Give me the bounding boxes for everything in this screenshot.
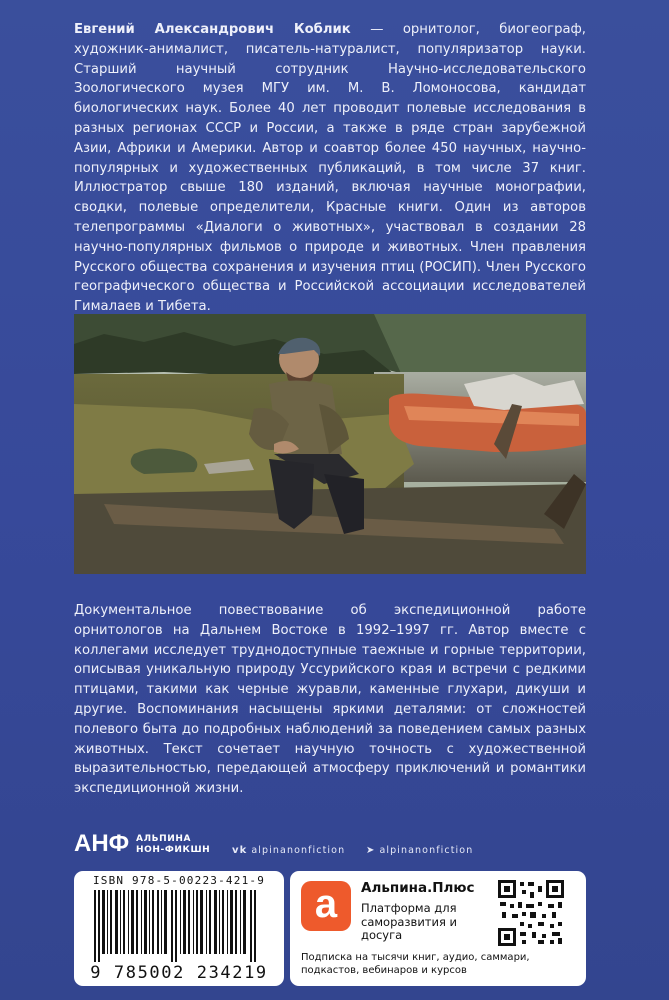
telegram-handle: alpinanonfiction — [379, 845, 474, 856]
isbn-block — [74, 871, 284, 986]
book-description: Документальное повествование об экспедиционной работе орнитологов на Дальнем Востоке в 1992–1997 гг. Автор вместе с коллегами исследует труднодоступные таежные и горные территории, описывая уникальную природу Уссурийского края и встречи с редкими птицами, такими как черные журавли, каменные глухари, дикуши и другие. Воспоминания насыщены яркими деталями: от сложностей полевого быта до подробных наблюдений за поведением самых разных животных. Текст сочетает научную точность с художественной выразительностью, передающей атмосферу приключений и романтики экспедиционной жизни. — [74, 603, 586, 797]
vk-link[interactable] — [232, 845, 345, 856]
promo-subtitle: Платформа для саморазвития и досуга — [361, 901, 458, 942]
promo-footer: Подписка на тысячи книг, аудио, саммари, подкастов, вебинаров и курсов — [301, 952, 530, 976]
barcode — [88, 890, 270, 962]
publisher-name-line2: НОН-ФИКШН — [136, 845, 211, 855]
publisher-bar — [74, 828, 586, 868]
isbn-label: ISBN 978-5-00223-421-9 — [92, 874, 266, 887]
qr-code-icon[interactable] — [498, 880, 564, 946]
publisher-name-line1: АЛЬПИНА — [136, 834, 192, 844]
author-photo — [74, 314, 586, 574]
svg-text:АНФ: АНФ — [74, 830, 130, 854]
vk-handle: alpinanonfiction — [251, 845, 346, 856]
author-bio — [74, 20, 586, 317]
publisher-logo — [74, 830, 130, 854]
author-bio-text: — орнитолог, биогеограф, художник-анималист, писатель-натуралист, популяризатор науки. Старший научный сотрудник Научно-исследовательского Зоологического музея МГУ им. М. В. Ломоносова, кандидат биологических наук. Более 40 лет проводит полевые исследования в разных регионах СССР и России, а также в ряде стран зарубежной Азии, Африки и Америки. Автор и соавтор более 450 научных, научно-популярных и художественных публикаций, в том числе 37 книг. Иллюстратор свыше 180 изданий, включая научные монографии, сводки, полевые определители, Красные книги. Один из авторов телепрограммы «Диалоги о животных», участвовал в создании 28 научно-популярных фильмов о природе и животных. Член правления Русского общества сохранения и изучения птиц (РОСИП). Член Русского географического общества и Российской ассоциации исследователей Гималаев и Тибета. — [74, 22, 586, 315]
isbn-number: 9 785002 234219 — [90, 963, 268, 983]
vk-icon: vk — [232, 845, 248, 856]
telegram-icon: ➤ — [366, 845, 376, 856]
author-name: Евгений Александрович Коблик — [74, 22, 351, 37]
publisher-name — [136, 834, 210, 856]
promo-block — [290, 871, 586, 986]
telegram-link[interactable] — [366, 845, 473, 856]
alpina-plus-icon: a — [301, 881, 351, 931]
promo-title: Альпина.Плюс — [361, 880, 475, 896]
